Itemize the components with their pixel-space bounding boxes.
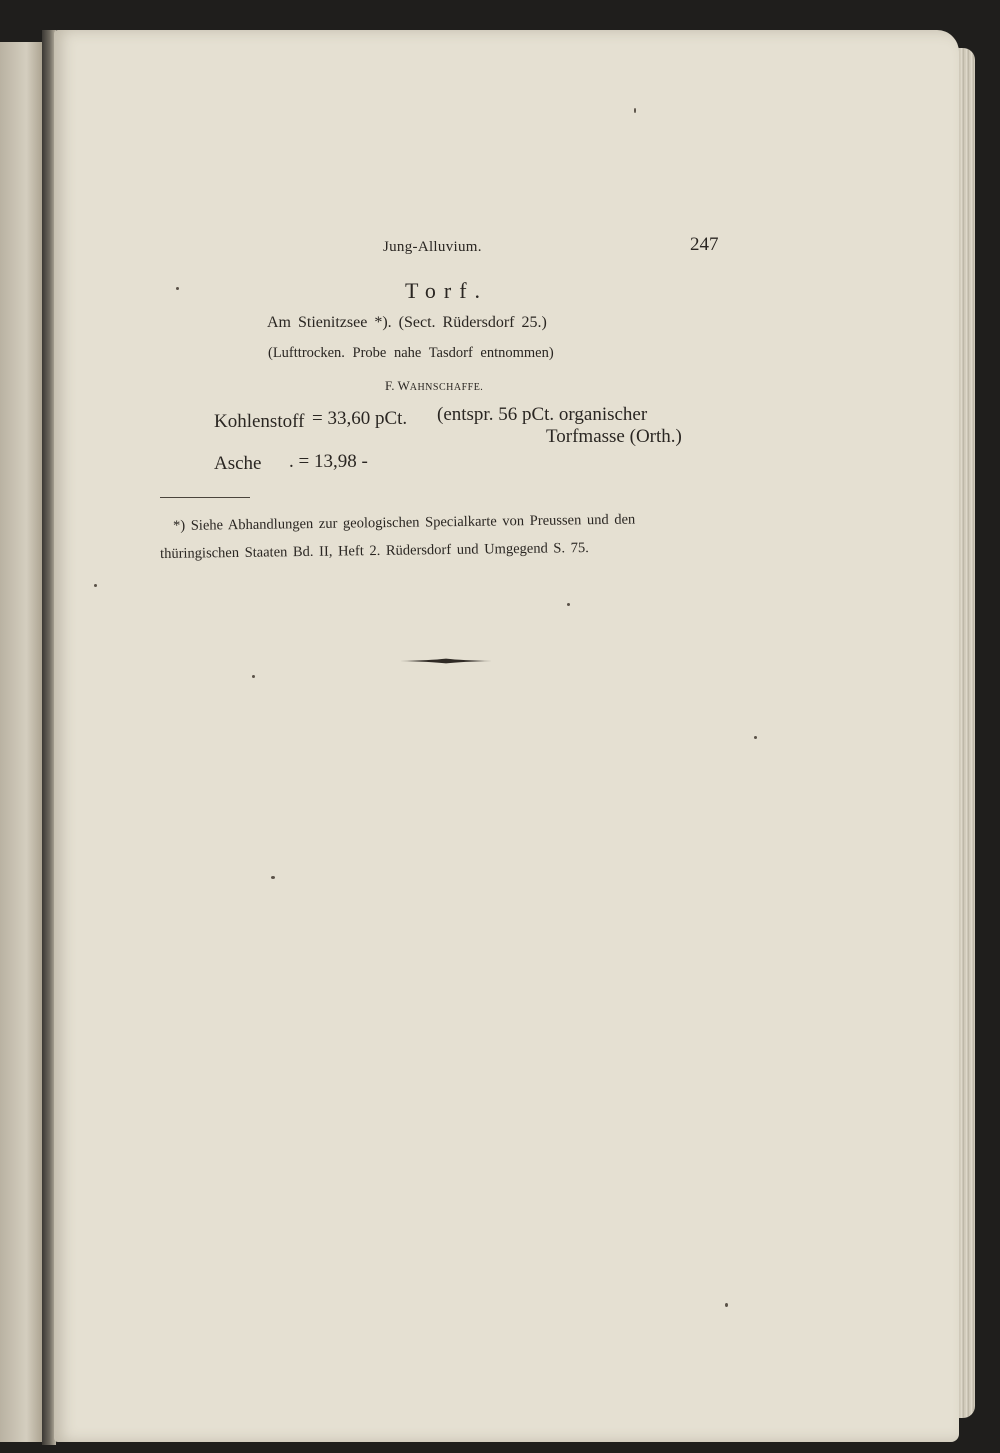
book-page: [54, 30, 959, 1442]
section-title: Torf.: [405, 278, 489, 303]
end-ornament-icon: [400, 656, 492, 666]
analysis-label-ash: Asche: [214, 453, 262, 474]
footnote-line-1: *) Siehe Abhandlungen zur geologischen Specialkarte von Preussen und den: [173, 511, 636, 534]
paper-speck: [567, 603, 570, 606]
analyst-initial: F. W: [385, 378, 410, 393]
sample-location: Am Stienitzsee *). (Sect. Rüdersdorf 25.): [267, 314, 547, 331]
analyst-surname: AHNSCHAFFE.: [409, 382, 484, 393]
analysis-value-ash: . = 13,98 -: [289, 451, 368, 472]
analysis-note-line1: (entspr. 56 pCt. organischer: [437, 404, 648, 425]
paper-speck: [754, 736, 757, 739]
paper-speck: [94, 584, 97, 587]
paper-speck: [176, 287, 179, 290]
running-title: Jung-Alluvium.: [383, 239, 482, 255]
footnote-line-2: thüringischen Staaten Bd. II, Heft 2. Rüdersdorf und Umgegend S. 75.: [160, 540, 589, 562]
sample-note: (Lufttrocken. Probe nahe Tasdorf entnommen): [268, 345, 554, 361]
paper-speck: [271, 876, 275, 879]
paper-speck: [252, 675, 255, 678]
facing-page-edge: [0, 42, 44, 1442]
paper-speck: [725, 1303, 728, 1307]
analyst-name: [385, 378, 483, 394]
analysis-value-carbon: = 33,60 pCt.: [312, 408, 408, 429]
analysis-note-line2: Torfmasse (Orth.): [546, 426, 682, 447]
paper-speck: [634, 108, 636, 113]
footnote-rule: [160, 497, 250, 498]
page-number: 247: [690, 234, 719, 255]
analysis-label-carbon: Kohlenstoff: [214, 411, 305, 432]
